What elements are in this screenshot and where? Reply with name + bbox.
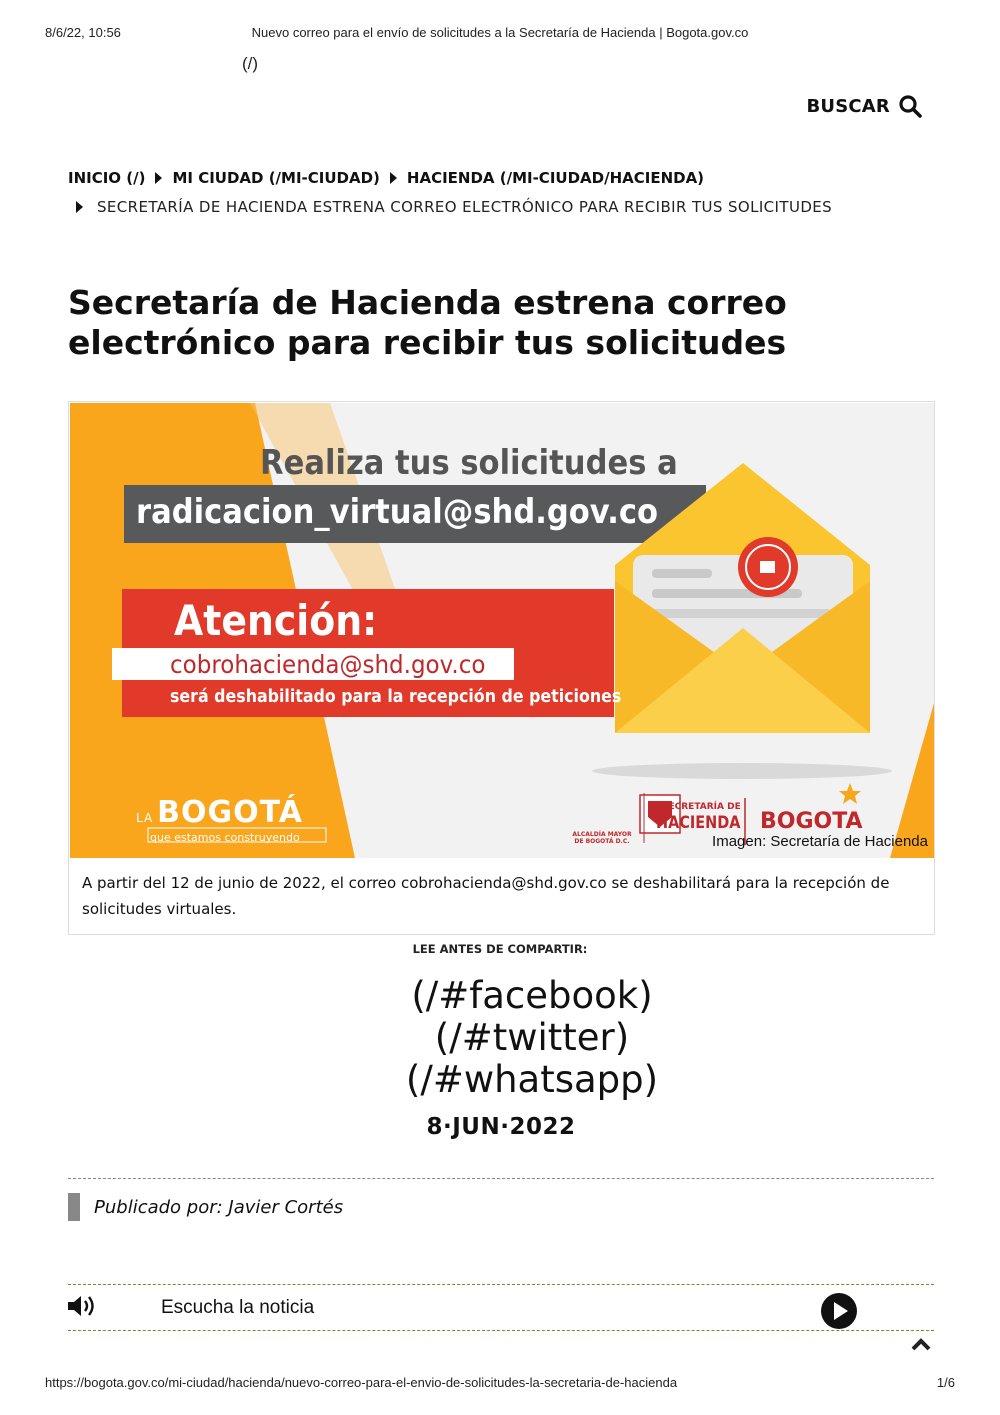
author-block [68,1193,343,1221]
breadcrumb-mi-ciudad[interactable]: MI CIUDAD (/MI-CIUDAD) [172,169,380,187]
banner-secretaria: HACIENDA [656,813,741,833]
caret-right-icon [155,172,162,184]
share-links [0,975,1000,1101]
print-url: https://bogota.gov.co/mi-ciudad/hacienda/nuevo-correo-para-el-envio-de-solicitudes-la-secretaria-de-hacienda [45,1375,678,1390]
share-whatsapp-link[interactable]: (/#whatsapp) [405,1058,659,1101]
banner-attention: Atención: [174,596,378,645]
divider [68,1330,934,1331]
author-name: Publicado por: Javier Cortés [94,1196,344,1218]
image-caption: A partir del 12 de junio de 2022, el correo cobrohacienda@shd.gov.co se deshabilitará para la recepción de solicitudes virtuales. [82,874,890,918]
listen-label: Escucha la noticia [161,1297,315,1318]
play-icon[interactable] [820,1292,858,1335]
caret-right-icon [390,172,397,184]
banner-logo-tagline: que estamos construyendo [150,831,300,844]
breadcrumb-inicio[interactable]: INICIO (/) [68,169,146,187]
breadcrumb [68,167,948,218]
breadcrumb-current: SECRETARÍA DE HACIENDA ESTRENA CORREO ELECTRÓNICO PARA RECIBIR TUS SOLICITUDES [97,198,833,216]
banner-logo-bogota: BOGOTÁ [157,795,304,830]
banner-heading: Realiza tus solicitudes a [260,443,678,483]
search-icon [898,94,922,118]
article-banner-image [70,403,934,858]
divider [68,1178,934,1179]
banner-alcaldia: ALCALDÍA MAYOR DE BOGOTÁ D.C. [572,831,632,845]
print-header [45,25,955,41]
breadcrumb-hacienda[interactable]: HACIENDA (/MI-CIUDAD/HACIENDA) [406,169,705,187]
article-title: Secretaría de Hacienda estrena correo electrónico para recibir tus solicitudes [68,283,787,362]
banner-bogota-logo: BOGOTA [760,809,863,834]
share-label: LEE ANTES DE COMPARTIR: [412,942,588,956]
print-page-number: 1/6 [936,1375,955,1390]
speaker-icon [68,1295,98,1322]
print-datetime: 8/6/22, 10:56 [45,25,121,40]
home-link[interactable]: (/) [242,54,259,73]
divider [68,1284,934,1285]
banner-logo-la: LA [136,811,154,825]
share-twitter-link[interactable]: (/#twitter) [434,1016,630,1059]
print-title: Nuevo correo para el envío de solicitudes a la Secretaría de Hacienda | Bogota.gov.co [251,25,749,40]
article-figure [68,401,935,935]
publish-date: 8·JUN·2022 [426,1114,576,1140]
search-button[interactable] [806,94,922,118]
banner-old-email: cobrohacienda@shd.gov.co [170,650,486,679]
chevron-up-icon[interactable] [910,1338,932,1357]
banner-new-email: radicacion_virtual@shd.gov.co [136,492,659,532]
author-bar [68,1193,80,1221]
search-label: BUSCAR [806,95,890,117]
banner-secretaria-top: SECRETARÍA DE [662,802,741,812]
banner-disabled-note: será deshabilitado para la recepción de peticiones [170,686,622,707]
caret-right-icon [76,201,83,213]
listen-player [68,1292,934,1324]
banner-logo-la-bogota [136,795,303,830]
image-credit: Imagen: Secretaría de Hacienda [712,833,928,850]
share-facebook-link[interactable]: (/#facebook) [411,974,653,1017]
